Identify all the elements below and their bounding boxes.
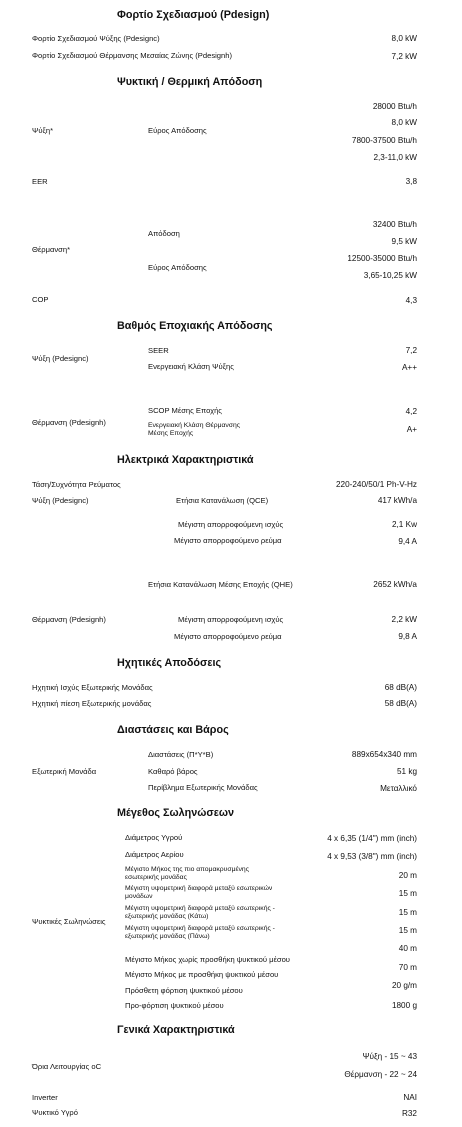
inverter-value: ΝΑΙ (403, 1093, 417, 1102)
additional-charge-label: Πρόσθετη φόρτιση ψυκτικού μέσου (125, 986, 243, 995)
cooling-btu-value: 28000 Btu/h (372, 102, 417, 111)
gas-diameter-label: Διάμετρος Αερίου (125, 850, 184, 859)
heating-output-label: Απόδοση (148, 229, 180, 238)
gas-diameter-value: 4 x 9,53 (3/8") mm (inch) (327, 852, 417, 861)
dims-value: 889x654x340 mm (351, 750, 417, 759)
refrigerant-value: R32 (401, 1109, 417, 1118)
seer-label: SEER (148, 346, 169, 355)
supply-label: Τάση/Συχνότητα Ρεύματος (32, 480, 121, 489)
qce-value: 417 kWh/a (377, 496, 417, 505)
eer-value: 3,8 (405, 177, 417, 186)
seer-value: 7,2 (405, 346, 417, 355)
heating-range-btu-value: 12500-35000 Btu/h (347, 254, 417, 263)
heating-range-label: Εύρος Απόδοσης (148, 263, 207, 272)
dims-label: Διαστάσεις (Π*Υ*Β) (148, 750, 214, 759)
height-diff-above-label-1: Μέγιστη υψομετρική διαφορά μεταξύ εσωτερικής - (125, 925, 275, 932)
additional-charge-value: 20 g/m (391, 981, 417, 990)
outdoor-unit-label: Εξωτερική Μονάδα (32, 767, 97, 776)
operating-limits-label: Όρια Λειτουργίας oC (32, 1062, 102, 1071)
precharge-value: 1800 g (391, 1001, 417, 1010)
qce-label: Ετήσια Κατανάλωση (QCE) (176, 496, 269, 505)
seasonal-heating-label: Θέρμανση (Pdesignh) (32, 418, 106, 427)
heating-design-load-label: Φορτίο Σχεδιασμού Θέρμανσης Μεσαίας Ζώνης (Pdesignh) (32, 51, 232, 60)
height-diff-value: 15 m (398, 889, 417, 898)
cooling-class-label: Ενεργειακή Κλάση Ψύξης (148, 362, 234, 371)
weight-value: 51 kg (396, 767, 417, 776)
heating-class-value: A+ (406, 425, 417, 434)
sound-pressure-label: Ηχητική πίεση Εξωτερικής μονάδας (32, 699, 152, 708)
cop-label: COP (32, 295, 49, 304)
precharge-label: Προ-φόρτιση ψυκτικού μέσου (125, 1001, 224, 1010)
with-charge-length-label: Μέγιστο Μήκος με προσθήκη ψυκτικού μέσου (125, 970, 279, 979)
height-diff-below-value: 15 m (398, 908, 417, 917)
weight-label: Καθαρό βάρος (148, 767, 198, 776)
heat-power-label: Μέγιστη απορροφούμενη ισχύς (178, 615, 284, 624)
cooling-design-load-label: Φορτίο Σχεδιασμού Ψύξης (Pdesignc) (32, 34, 160, 43)
cooling-range-label: Εύρος Απόδοσης (148, 126, 207, 135)
cool-current-value: 9,4 A (398, 537, 417, 546)
height-diff-above-value: 15 m (398, 926, 417, 935)
height-diff-above-label-2: εξωτερικής μονάδας (Πάνω) (125, 933, 210, 940)
max-length-value: 20 m (398, 871, 417, 880)
sound-pressure-value: 58 dB(A) (384, 699, 417, 708)
cooling-range-btu-value: 7800-37500 Btu/h (351, 136, 417, 145)
piping-heading: Μέγεθος Σωληνώσεων (117, 807, 234, 819)
scop-label: SCOP Μέσης Εποχής (148, 406, 222, 415)
electrical-heating-label: Θέρμανση (Pdesignh) (32, 615, 106, 624)
seasonal-heading: Βαθμός Εποχιακής Απόδοσης (117, 320, 273, 332)
max-length-label-2: εσωτερικής μονάδας (125, 874, 187, 881)
cooling-design-load-value: 8,0 kW (391, 34, 417, 43)
with-charge-length-value: 70 m (398, 963, 417, 972)
capacity-heading: Ψυκτική / Θερμική Απόδοση (117, 76, 263, 88)
cool-power-label: Μέγιστη απορροφούμενη ισχύς (178, 520, 284, 529)
height-diff-label-1: Μέγιστη υψομετρική διαφορά μεταξύ εσωτερικών (125, 885, 273, 892)
no-charge-length-label: Μέγιστο Μήκος χωρίς προσθήκη ψυκτικού μέσου (125, 955, 290, 964)
height-diff-below-label-1: Μέγιστη υψομετρική διαφορά μεταξύ εσωτερικής - (125, 905, 275, 912)
cooling-label: Ψύξη* (32, 126, 54, 135)
supply-value: 220-240/50/1 Ph-V-Hz (335, 480, 417, 489)
cop-value: 4,3 (405, 296, 417, 305)
refrigerant-label: Ψυκτικό Υγρό (32, 1108, 78, 1117)
qhe-value: 2652 kWh/a (373, 580, 417, 589)
dimensions-heading: Διαστάσεις και Βάρος (117, 724, 229, 736)
heating-class-label-2: Μέσης Εποχής (148, 430, 194, 437)
electrical-heading: Ηλεκτρικά Χαρακτηριστικά (117, 454, 254, 466)
cool-power-value: 2,1 Kw (391, 520, 417, 529)
max-length-label-1: Μέγιστο Μήκος της πιο απομακρυσμένης (125, 866, 249, 873)
no-charge-length-value: 40 m (398, 944, 417, 953)
heating-class-label-1: Ενεργειακή Κλάση Θέρμανσης (148, 422, 241, 429)
eer-label: EER (32, 177, 48, 186)
casing-label: Περίβλημα Εξωτερικής Μονάδας (148, 783, 258, 792)
qhe-label: Ετήσια Κατανάλωση Μέσης Εποχής (QHE) (148, 580, 293, 589)
scop-value: 4,2 (405, 407, 417, 416)
heat-current-value: 9,8 A (398, 632, 417, 641)
heating-limit-value: Θέρμανση - 22 ~ 24 (344, 1070, 417, 1079)
sound-power-label: Ηχητική Ισχύς Εξωτερικής Μονάδας (32, 683, 153, 692)
liquid-diameter-label: Διάμετρος Υγρού (125, 833, 183, 842)
cool-current-label: Μέγιστο απορροφούμενο ρεύμα (174, 536, 282, 545)
heating-kw-value: 9,5 kW (391, 237, 417, 246)
cooling-class-value: A++ (401, 363, 417, 372)
electrical-cooling-label: Ψύξη (Pdesignc) (32, 496, 89, 505)
refrigerant-piping-label: Ψυκτικές Σωληνώσεις (32, 917, 106, 926)
casing-value: Μεταλλικό (380, 784, 417, 793)
cooling-limit-value: Ψύξη - 15 ~ 43 (362, 1052, 417, 1061)
sound-power-value: 68 dB(A) (384, 683, 417, 692)
height-diff-label-2: μονάδων (125, 893, 153, 900)
seasonal-cooling-label: Ψύξη (Pdesignc) (32, 354, 89, 363)
heat-current-label: Μέγιστο απορροφούμενο ρεύμα (174, 632, 282, 641)
inverter-label: Inverter (32, 1093, 58, 1102)
heating-btu-value: 32400 Btu/h (372, 220, 417, 229)
design-load-heading: Φορτίο Σχεδιασμού (Pdesign) (117, 9, 270, 21)
height-diff-below-label-2: εξωτερικής μονάδας (Κάτω) (125, 913, 209, 920)
cooling-range-kw-value: 2,3-11,0 kW (373, 153, 417, 162)
cooling-kw-value: 8,0 kW (391, 118, 417, 127)
general-heading: Γενικά Χαρακτηριστικά (117, 1024, 235, 1036)
heating-label: Θέρμανση* (32, 245, 71, 254)
acoustic-heading: Ηχητικές Αποδόσεις (117, 657, 222, 669)
heat-power-value: 2,2 kW (391, 615, 417, 624)
liquid-diameter-value: 4 x 6,35 (1/4") mm (inch) (327, 834, 417, 843)
heating-design-load-value: 7,2 kW (391, 52, 417, 61)
heating-range-kw-value: 3,65-10,25 kW (363, 271, 417, 280)
